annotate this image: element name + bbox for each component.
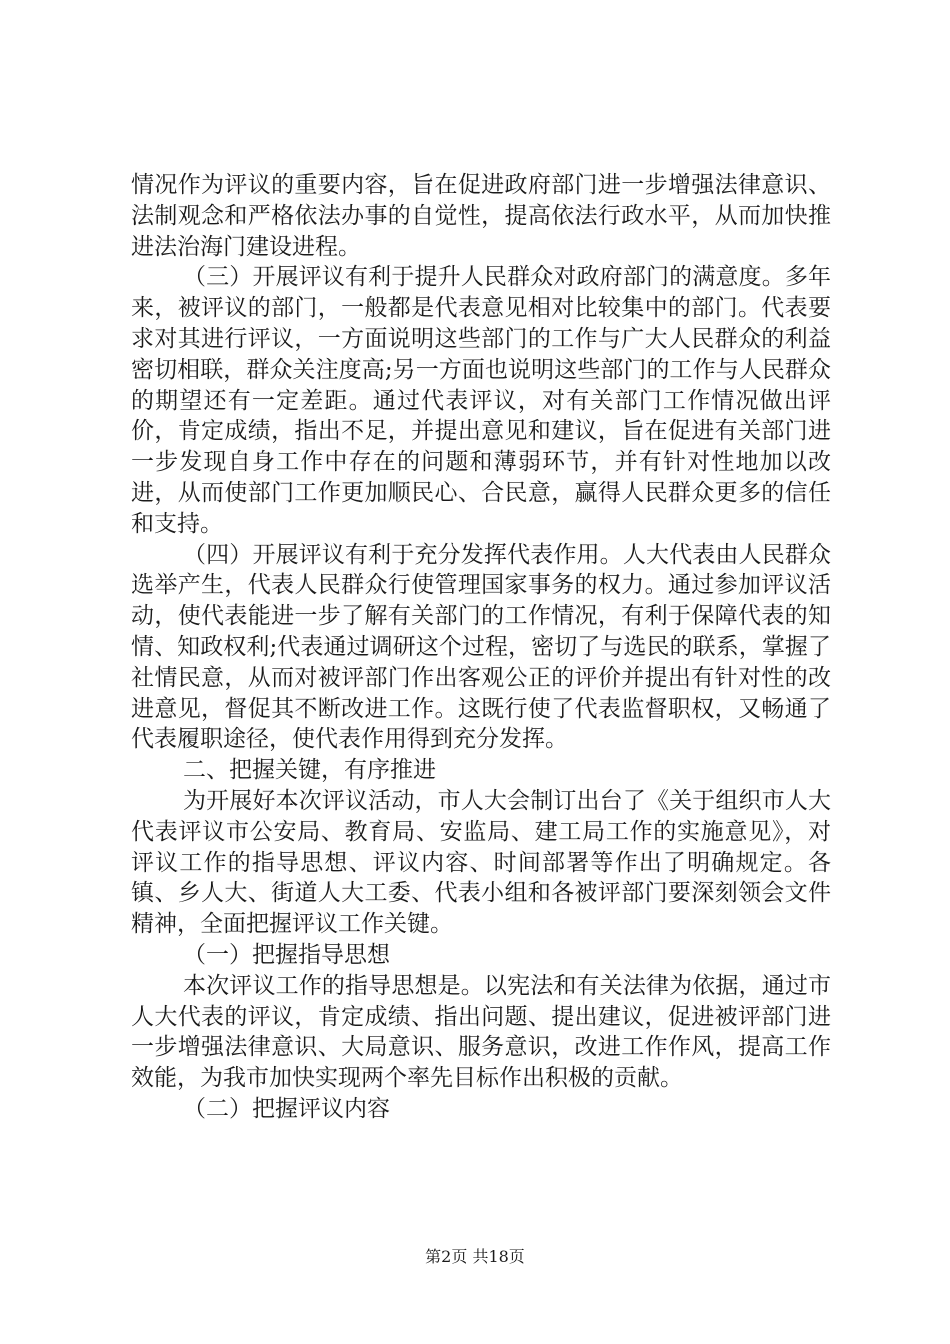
page-number-footer: 第2页 共18页 xyxy=(425,1247,525,1266)
paragraph-continuation: 情况作为评议的重要内容，旨在促进政府部门进一步增强法律意识、法制观念和严格依法办事的自觉性，提高依法行政水平，从而加快推进法治海门建设进程。 xyxy=(131,172,831,260)
paragraph-section-four: （四）开展评议有利于充分发挥代表作用。人大代表由人民群众选举产生，代表人民群众行使管理国家事务的权力。通过参加评议活动，使代表能进一步了解有关部门的工作情况，有利于保障代表的知情、知政权利;代表通过调研这个过程，密切了与选民的联系，掌握了社情民意，从而对被评部门作出客观公正的评价并提出有针对性的改进意见，督促其不断改进工作。这既行使了代表监督职权，又畅通了代表履职途径，使代表作用得到充分发挥。 xyxy=(131,541,831,753)
heading-review-content: （二）把握评议内容 xyxy=(183,1095,390,1122)
paragraph-section-three: （三）开展评议有利于提升人民群众对政府部门的满意度。多年来，被评议的部门，一般都是代表意见相对比较集中的部门。代表要求对其进行评议，一方面说明这些部门的工作与广大人民群众的利益密切相联，群众关注度高;另一方面也说明这些部门的工作与人民群众的期望还有一定差距。通过代表评议，对有关部门工作情况做出评价，肯定成绩，指出不足，并提出意见和建议，旨在促进有关部门进一步发现自身工作中存在的问题和薄弱环节，并有针对性地加以改进，从而使部门工作更加顺民心、合民意，赢得人民群众更多的信任和支持。 xyxy=(131,264,831,537)
document-body xyxy=(131,170,831,1125)
paragraph-guiding-thought: 本次评议工作的指导思想是。以宪法和有关法律为依据，通过市人大代表的评议，肯定成绩、指出问题、提出建议，促进被评部门进一步增强法律意识、大局意识、服务意识，改进工作作风，提高工作效能，为我市加快实现两个率先目标作出积极的贡献。 xyxy=(131,972,831,1092)
heading-part-two: 二、把握关键，有序推进 xyxy=(183,757,436,784)
paragraph-part-two-intro: 为开展好本次评议活动，市人大会制订出台了《关于组织市人大代表评议市公安局、教育局、安监局、建工局工作的实施意见》，对评议工作的指导思想、评议内容、时间部署等作出了明确规定。各镇、乡人大、街道人大工委、代表小组和各被评部门要深刻领会文件精神，全面把握评议工作关键。 xyxy=(131,787,831,938)
heading-guiding-thought: （一）把握指导思想 xyxy=(183,941,390,968)
